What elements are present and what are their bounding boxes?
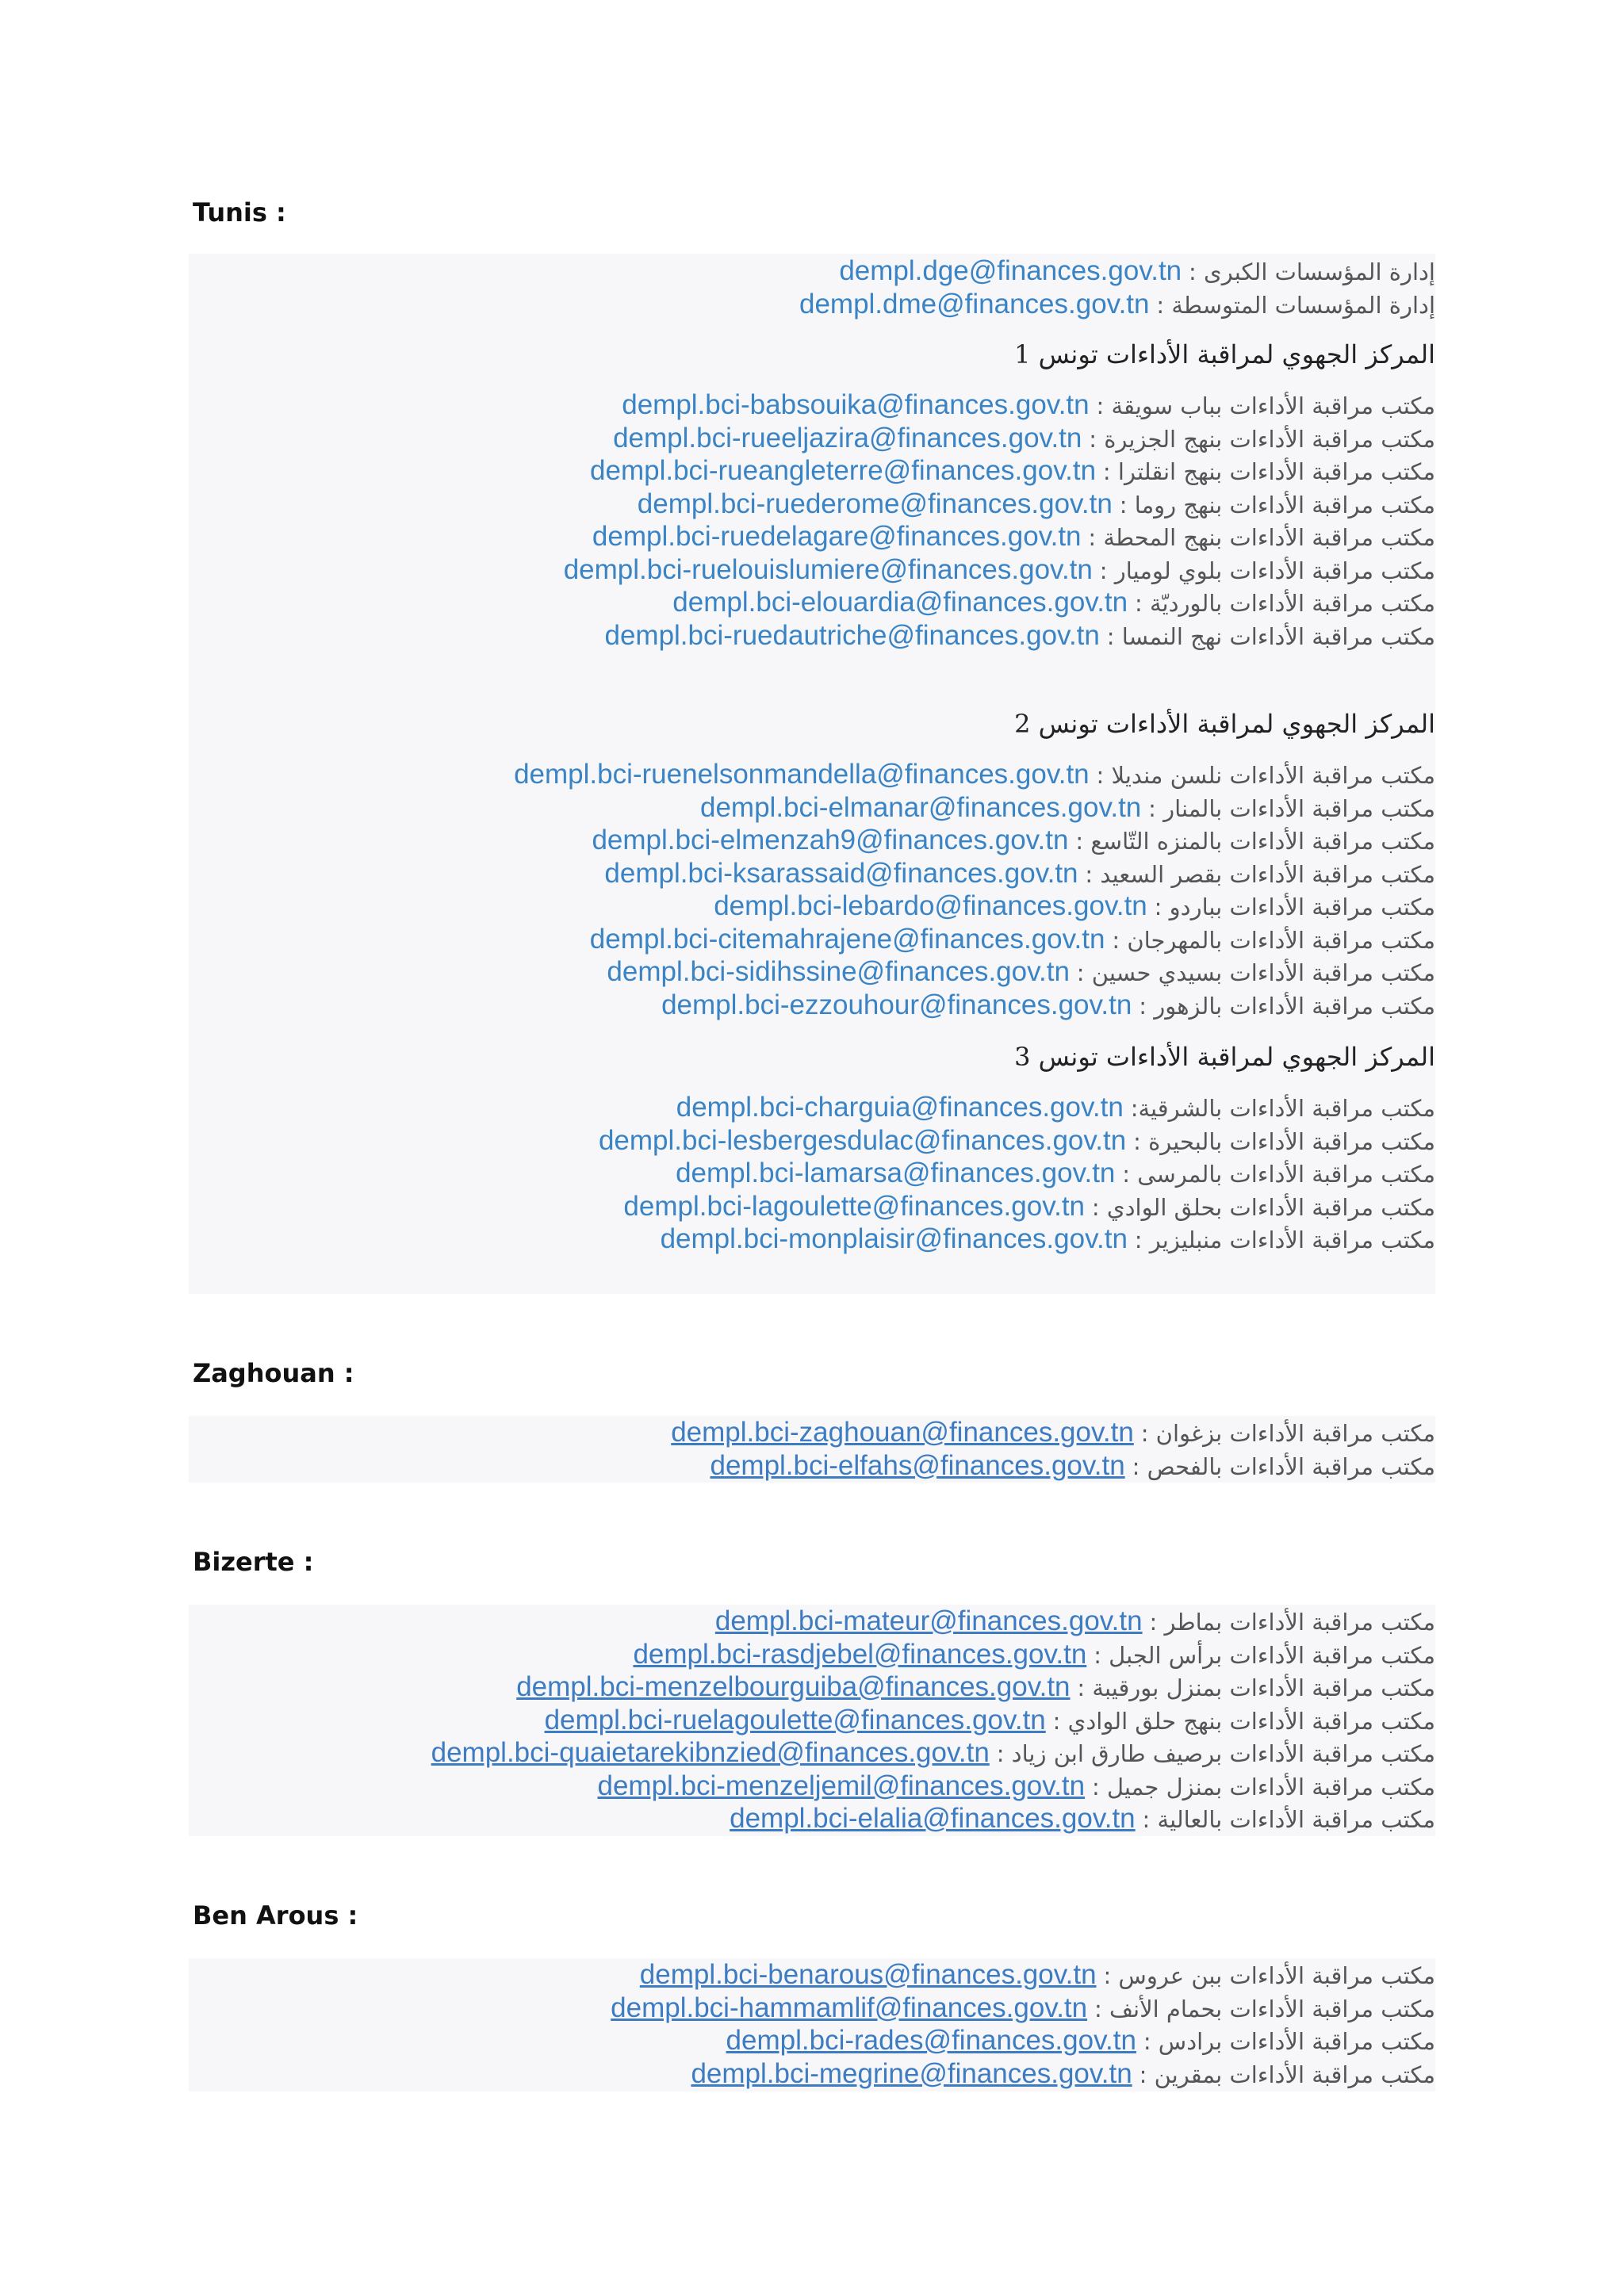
email-link[interactable]: dempl.bci-ruederome@finances.gov.tn [637,488,1113,519]
office-label: مكتب مراقبة الأداءات بحلق الوادي : [1091,1193,1435,1221]
office-label: مكتب مراقبة الأداءات بالبحيرة : [1133,1127,1435,1155]
contact-row [189,2024,1435,2057]
ben-arous-contact-block [189,1958,1435,2091]
region-title-tunis: Tunis : [193,197,286,228]
office-label: مكتب مراقبة الأداءات بزغوان : [1140,1420,1435,1447]
office-label: مكتب مراقبة الأداءات برأس الجبل : [1094,1641,1435,1669]
email-link[interactable]: dempl.bci-elouardia@finances.gov.tn [672,587,1128,618]
email-link[interactable]: dempl.dme@finances.gov.tn [799,288,1150,320]
office-label: مكتب مراقبة الأداءات بلوي لوميار : [1099,557,1435,584]
email-link[interactable]: dempl.bci-lebardo@finances.gov.tn [714,890,1147,921]
office-label: مكتب مراقبة الأداءات بسيدي حسين : [1076,959,1435,986]
center-heading-tunis-1: المركز الجهوي لمراقبة الأداءات تونس 1 [1014,339,1435,369]
office-label: مكتب مراقبة الأداءات بباردو : [1154,894,1435,920]
office-label: مكتب مراقبة الأداءات بمنزل بورقيبة : [1077,1674,1435,1701]
contact-row [189,454,1435,488]
contact-row [189,254,1435,288]
email-link[interactable]: dempl.bci-benarous@finances.gov.tn [639,1959,1097,1990]
office-label: مكتب مراقبة الأداءات بالفحص : [1132,1452,1435,1480]
office-label: إدارة المؤسسات الكبرى : [1189,258,1435,285]
contact-row [189,1449,1435,1483]
email-link[interactable]: dempl.bci-lesbergesdulac@finances.gov.tn [598,1124,1127,1156]
office-label: مكتب مراقبة الأداءات ببن عروس : [1103,1962,1435,1989]
office-label: مكتب مراقبة الأداءات برصيف طارق ابن زياد : [996,1740,1435,1767]
email-link[interactable]: dempl.bci-ruedelagare@finances.gov.tn [592,521,1082,552]
office-label: مكتب مراقبة الأداءات بحمام الأنف : [1094,1995,1435,2022]
contact-row [189,1223,1435,1256]
email-link[interactable]: dempl.dge@finances.gov.tn [839,255,1182,286]
bizerte-rows [189,1605,1435,1835]
email-link[interactable]: dempl.bci-sidihssine@finances.gov.tn [607,956,1070,987]
email-link[interactable]: dempl.bci-rades@finances.gov.tn [726,2025,1136,2056]
contact-row [189,758,1435,791]
office-label: مكتب مراقبة الأداءات بالشرقية: [1130,1095,1435,1122]
office-label: مكتب مراقبة الأداءات منبليزير : [1134,1226,1435,1253]
office-label: مكتب مراقبة الأداءات برادس : [1143,2028,1435,2055]
tunis-top-rows [189,254,1435,320]
email-link[interactable]: dempl.bci-rueeljazira@finances.gov.tn [613,422,1082,453]
contact-row [189,1736,1435,1770]
contact-row [189,488,1435,521]
contact-row [189,1605,1435,1638]
contact-row [189,619,1435,652]
office-label: مكتب مراقبة الأداءات بالزهور : [1139,992,1435,1020]
contact-row [189,1670,1435,1704]
email-link[interactable]: dempl.bci-menzelbourguiba@finances.gov.tn [516,1671,1071,1702]
office-label: مكتب مراقبة الأداءات بنهج انقلترا : [1102,458,1435,485]
contact-row [189,1770,1435,1803]
email-link[interactable]: dempl.bci-megrine@finances.gov.tn [691,2057,1132,2089]
email-link[interactable]: dempl.bci-quaietarekibnzied@finances.gov.tn [431,1737,990,1768]
ben-arous-rows [189,1958,1435,2090]
email-link[interactable]: dempl.bci-elalia@finances.gov.tn [730,1803,1136,1834]
contact-row [189,1416,1435,1449]
email-link[interactable]: dempl.bci-ksarassaid@finances.gov.tn [604,857,1078,889]
contact-row [189,288,1435,321]
office-label: إدارة المؤسسات المتوسطة : [1156,291,1435,319]
email-link[interactable]: dempl.bci-babsouika@finances.gov.tn [622,389,1090,420]
center-heading-tunis-3: المركز الجهوي لمراقبة الأداءات تونس 3 [1014,1042,1435,1072]
contact-row [189,890,1435,923]
contact-row [189,824,1435,857]
office-label: مكتب مراقبة الأداءات بنهج روما : [1119,491,1435,519]
region-title-bizerte: Bizerte : [193,1547,314,1577]
office-label: مكتب مراقبة الأداءات بمنزل جميل : [1091,1773,1435,1800]
office-label: مكتب مراقبة الأداءات بالورديّة : [1135,590,1435,617]
email-link[interactable]: dempl.bci-rasdjebel@finances.gov.tn [633,1638,1087,1670]
email-link[interactable]: dempl.bci-charguia@finances.gov.tn [676,1092,1124,1123]
email-link[interactable]: dempl.bci-mateur@finances.gov.tn [714,1605,1143,1636]
office-label: مكتب مراقبة الأداءات بالمرسى : [1122,1161,1435,1188]
office-label: مكتب مراقبة الأداءات بنهج المحطة : [1088,524,1435,551]
contact-row [189,1802,1435,1835]
contact-row [189,989,1435,1022]
tunis-center2-rows [189,758,1435,1021]
office-label: مكتب مراقبة الأداءات بنهج حلق الوادي : [1052,1707,1435,1735]
email-link[interactable]: dempl.bci-menzeljemil@finances.gov.tn [597,1770,1086,1801]
office-label: مكتب مراقبة الأداءات بالمنزه التّاسع : [1075,828,1435,855]
tunis-center3-rows [189,1091,1435,1256]
contact-row [189,388,1435,422]
contact-row [189,1190,1435,1223]
contact-row [189,586,1435,619]
contact-row [189,2057,1435,2091]
spacer [189,652,1435,695]
email-link[interactable]: dempl.bci-ruenelsonmandella@finances.gov.tn [514,759,1090,790]
email-link[interactable]: dempl.bci-monplaisir@finances.gov.tn [660,1223,1128,1254]
office-label: مكتب مراقبة الأداءات بالعالية : [1142,1806,1435,1833]
contact-row [189,422,1435,455]
email-link[interactable]: dempl.bci-lagoulette@finances.gov.tn [623,1190,1086,1222]
office-label: مكتب مراقبة الأداءات نلسن منديلا : [1096,762,1435,789]
email-link[interactable]: dempl.bci-rueangleterre@finances.gov.tn [590,455,1097,486]
office-label: مكتب مراقبة الأداءات بمقرين : [1139,2061,1435,2088]
email-link[interactable]: dempl.bci-ruelagoulette@finances.gov.tn [544,1704,1046,1735]
tunis-contact-block [189,254,1435,1294]
contact-row [189,520,1435,553]
email-link[interactable]: dempl.bci-zaghouan@finances.gov.tn [671,1417,1134,1448]
contact-row [189,923,1435,956]
email-link[interactable]: dempl.bci-elmenzah9@finances.gov.tn [592,825,1069,855]
region-title-zaghouan: Zaghouan : [193,1358,354,1388]
email-link[interactable]: dempl.bci-hammamlif@finances.gov.tn [611,1992,1088,2023]
bizerte-contact-block [189,1605,1435,1836]
region-title-ben-arous: Ben Arous : [193,1900,358,1931]
center-heading-tunis-2: المركز الجهوي لمراقبة الأداءات تونس 2 [1014,709,1435,739]
email-link[interactable]: dempl.bci-ruedautriche@finances.gov.tn [604,619,1100,651]
contact-row [189,1091,1435,1124]
office-label: مكتب مراقبة الأداءات بماطر : [1149,1609,1435,1636]
contact-row [189,1124,1435,1158]
contact-row [189,1638,1435,1671]
email-link[interactable]: dempl.bci-elfahs@finances.gov.tn [710,1449,1125,1481]
office-label: مكتب مراقبة الأداءات بباب سويقة : [1096,392,1435,419]
zaghouan-rows [189,1416,1435,1482]
contact-row [189,553,1435,587]
contact-row [189,1992,1435,2025]
office-label: مكتب مراقبة الأداءات بالمهرجان : [1112,926,1435,954]
email-link[interactable]: dempl.bci-elmanar@finances.gov.tn [700,791,1142,823]
office-label: مكتب مراقبة الأداءات بقصر السعيد : [1085,860,1435,888]
contact-row [189,1958,1435,1992]
contact-row [189,1157,1435,1190]
office-label: مكتب مراقبة الأداءات نهج النمسا : [1106,622,1435,650]
contact-row [189,791,1435,825]
email-link[interactable]: dempl.bci-ruelouislumiere@finances.gov.tn [563,553,1093,585]
contact-row [189,1704,1435,1737]
email-link[interactable]: dempl.bci-citemahrajene@finances.gov.tn [589,923,1105,955]
contact-row [189,955,1435,989]
zaghouan-contact-block [189,1416,1435,1483]
office-label: مكتب مراقبة الأداءات بنهج الجزيرة : [1089,425,1435,453]
contact-row [189,857,1435,890]
tunis-center1-rows [189,388,1435,652]
office-label: مكتب مراقبة الأداءات بالمنار : [1148,794,1435,822]
email-link[interactable]: dempl.bci-ezzouhour@finances.gov.tn [661,989,1132,1020]
email-link[interactable]: dempl.bci-lamarsa@finances.gov.tn [676,1158,1116,1188]
